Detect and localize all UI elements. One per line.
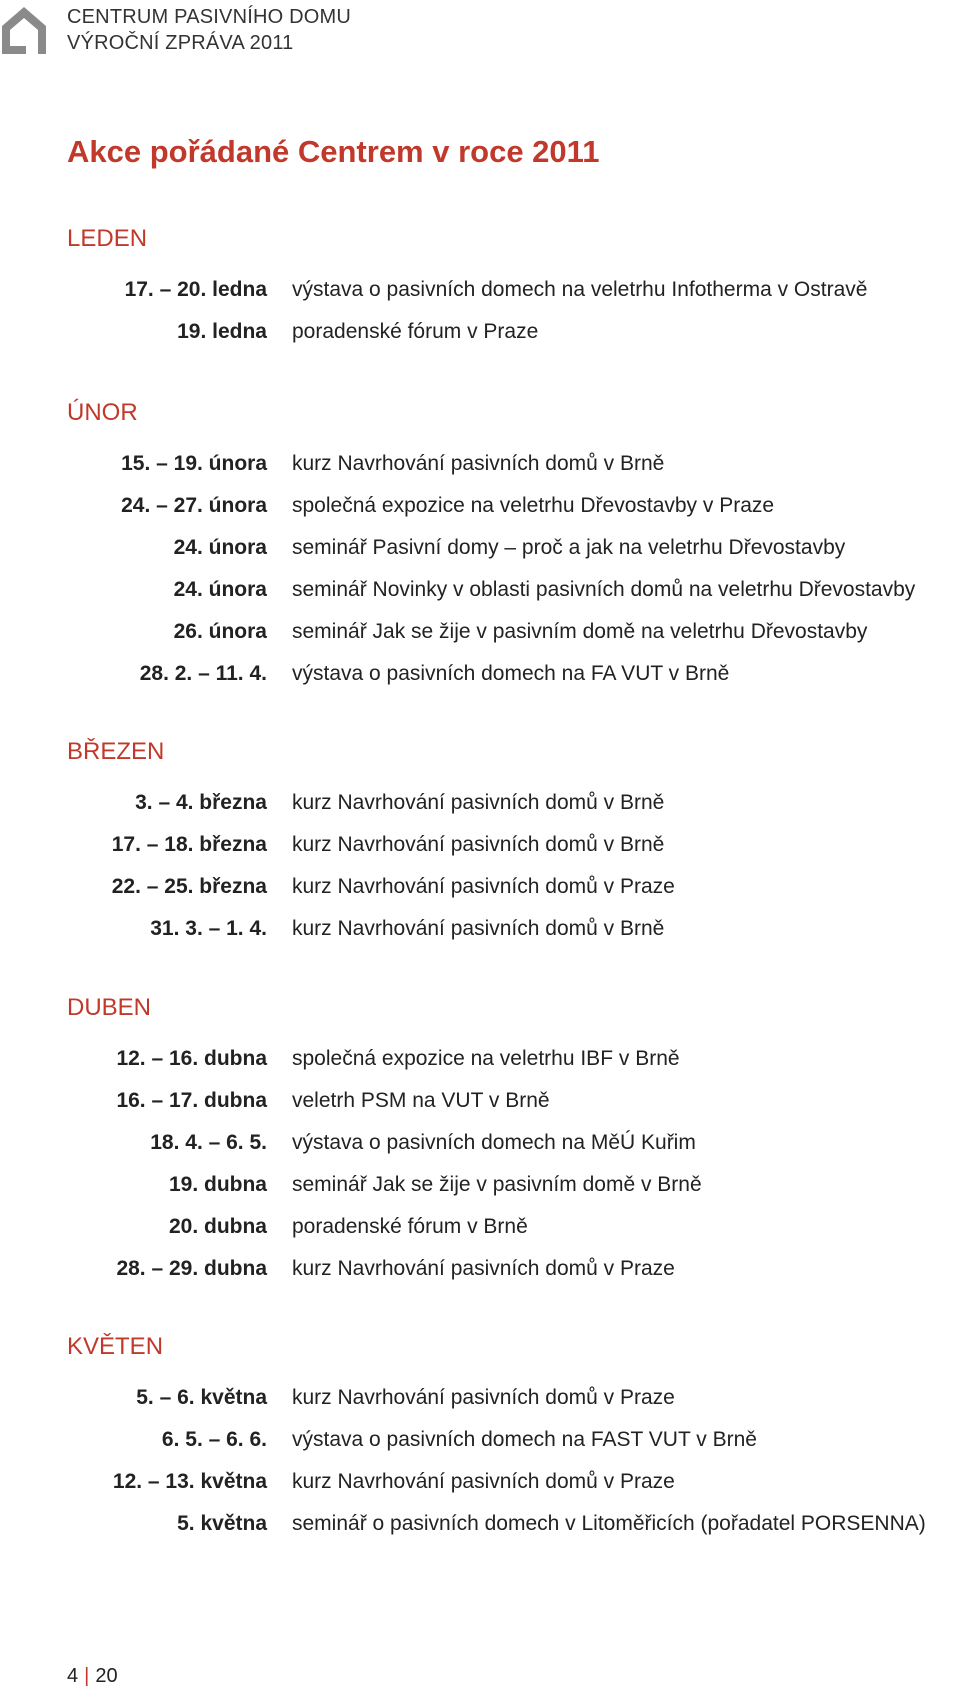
month-heading-duben: DUBEN bbox=[67, 994, 152, 1021]
event-row bbox=[0, 1424, 960, 1456]
event-description: seminář Novinky v oblasti pasivních domů na veletrhu Dřevostavby bbox=[292, 578, 916, 601]
event-date: 24. února bbox=[173, 578, 267, 601]
event-row bbox=[0, 532, 960, 564]
header-organization: CENTRUM PASIVNÍHO DOMU bbox=[67, 6, 352, 28]
page-title: Akce pořádané Centrem v roce 2011 bbox=[67, 134, 600, 169]
event-row bbox=[0, 1043, 960, 1075]
header-report-title: VÝROČNÍ ZPRÁVA 2011 bbox=[67, 32, 294, 54]
event-row bbox=[0, 1127, 960, 1159]
event-description: výstava o pasivních domech na FA VUT v Brně bbox=[292, 662, 730, 685]
event-row bbox=[0, 829, 960, 861]
event-description: výstava o pasivních domech na FAST VUT v Brně bbox=[292, 1428, 757, 1451]
page-separator: | bbox=[84, 1665, 90, 1687]
event-date: 19. ledna bbox=[177, 320, 267, 343]
event-date: 5. května bbox=[177, 1512, 267, 1535]
month-heading-unor: ÚNOR bbox=[67, 399, 138, 426]
event-row bbox=[0, 871, 960, 903]
month-heading-leden: LEDEN bbox=[67, 225, 148, 252]
event-row bbox=[0, 490, 960, 522]
event-date: 17. – 20. ledna bbox=[124, 278, 267, 301]
event-description: výstava o pasivních domech na MěÚ Kuřim bbox=[292, 1131, 696, 1154]
event-description: kurz Navrhování pasivních domů v Brně bbox=[292, 917, 665, 940]
event-description: kurz Navrhování pasivních domů v Brně bbox=[292, 833, 665, 856]
event-description: kurz Navrhování pasivních domů v Brně bbox=[292, 791, 665, 814]
event-description: výstava o pasivních domech na veletrhu Infotherma v Ostravě bbox=[292, 278, 868, 301]
event-date: 24. února bbox=[173, 536, 267, 559]
event-description: kurz Navrhování pasivních domů v Praze bbox=[292, 1386, 675, 1409]
current-page: 4 bbox=[67, 1665, 79, 1687]
event-date: 15. – 19. února bbox=[121, 452, 267, 475]
event-row bbox=[0, 1211, 960, 1243]
event-description: kurz Navrhování pasivních domů v Brně bbox=[292, 452, 665, 475]
event-description: seminář o pasivních domech v Litoměřicích (pořadatel PORSENNA) bbox=[292, 1512, 926, 1535]
page-number bbox=[67, 1663, 118, 1689]
event-date: 20. dubna bbox=[168, 1215, 267, 1238]
event-date: 18. 4. – 6. 5. bbox=[150, 1131, 267, 1154]
event-row bbox=[0, 1253, 960, 1285]
event-description: kurz Navrhování pasivních domů v Praze bbox=[292, 875, 675, 898]
event-description: seminář Jak se žije v pasivním domě v Brně bbox=[292, 1173, 702, 1196]
event-description: poradenské fórum v Brně bbox=[292, 1215, 528, 1238]
house-logo-icon bbox=[0, 4, 48, 56]
event-description: veletrh PSM na VUT v Brně bbox=[292, 1089, 550, 1112]
event-date: 5. – 6. května bbox=[136, 1386, 267, 1409]
event-date: 24. – 27. února bbox=[121, 494, 267, 517]
total-pages: 20 bbox=[95, 1665, 118, 1687]
event-description: společná expozice na veletrhu Dřevostavby v Praze bbox=[292, 494, 775, 517]
event-date: 17. – 18. března bbox=[111, 833, 267, 856]
event-row bbox=[0, 1382, 960, 1414]
event-date: 19. dubna bbox=[168, 1173, 267, 1196]
event-date: 12. – 16. dubna bbox=[116, 1047, 267, 1070]
event-description: společná expozice na veletrhu IBF v Brně bbox=[292, 1047, 680, 1070]
event-row bbox=[0, 616, 960, 648]
event-date: 16. – 17. dubna bbox=[116, 1089, 267, 1112]
event-row bbox=[0, 1466, 960, 1498]
page-header bbox=[0, 0, 960, 60]
event-date: 6. 5. – 6. 6. bbox=[161, 1428, 267, 1451]
event-row bbox=[0, 1508, 960, 1540]
event-row bbox=[0, 658, 960, 690]
event-date: 12. – 13. května bbox=[112, 1470, 267, 1493]
header-text bbox=[67, 4, 351, 56]
month-heading-kveten: KVĚTEN bbox=[67, 1333, 164, 1360]
event-date: 28. – 29. dubna bbox=[116, 1257, 267, 1280]
event-date: 22. – 25. března bbox=[111, 875, 267, 898]
event-description: seminář Pasivní domy – proč a jak na veletrhu Dřevostavby bbox=[292, 536, 846, 559]
event-row bbox=[0, 574, 960, 606]
event-description: kurz Navrhování pasivních domů v Praze bbox=[292, 1257, 675, 1280]
event-description: poradenské fórum v Praze bbox=[292, 320, 539, 343]
event-row bbox=[0, 274, 960, 306]
event-row bbox=[0, 316, 960, 348]
event-row bbox=[0, 1085, 960, 1117]
event-date: 3. – 4. března bbox=[135, 791, 267, 814]
event-row bbox=[0, 1169, 960, 1201]
event-row bbox=[0, 448, 960, 480]
event-date: 28. 2. – 11. 4. bbox=[139, 662, 267, 685]
event-row bbox=[0, 913, 960, 945]
event-date: 31. 3. – 1. 4. bbox=[150, 917, 267, 940]
event-date: 26. února bbox=[173, 620, 267, 643]
event-row bbox=[0, 787, 960, 819]
month-heading-brezen: BŘEZEN bbox=[67, 738, 165, 765]
event-description: seminář Jak se žije v pasivním domě na veletrhu Dřevostavby bbox=[292, 620, 868, 643]
event-description: kurz Navrhování pasivních domů v Praze bbox=[292, 1470, 675, 1493]
